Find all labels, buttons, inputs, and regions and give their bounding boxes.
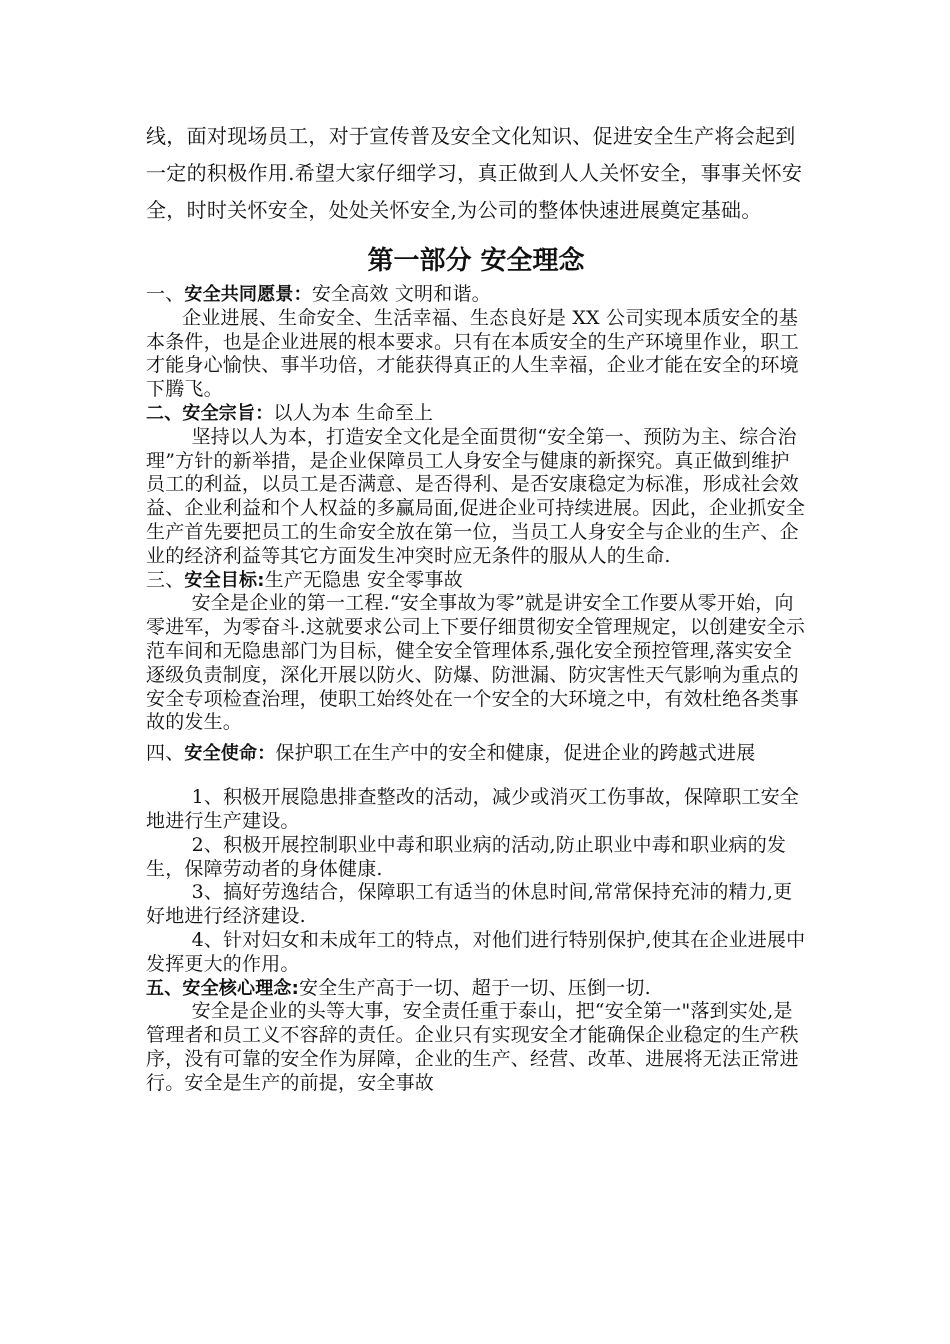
vision-line xyxy=(146,283,806,307)
purpose-line xyxy=(146,402,806,426)
section-title: 第一部分 安全理念 xyxy=(367,246,585,276)
vision-heading: 安全共同愿景： xyxy=(184,284,312,305)
document-page xyxy=(146,118,806,1096)
vision-number: 一、 xyxy=(146,283,185,305)
mission-item-4: 4、针对妇女和未成年工的特点，对他们进行特别保护,使其在企业进展中发挥更大的作用。 xyxy=(146,928,806,975)
core-paragraph: 安全是企业的头等大事，安全责任重于泰山，把“安全第一"落到实处,是管理者和员工义不容辞的责任。企业只有实现安全才能确保企业稳定的生产秩序，没有可靠的安全作为屏障，企业的生产、经营、改革、进展将无法正常进行。安全是生产的前提，安全事故 xyxy=(146,1000,799,1094)
mission-item-1: 1、积极开展隐患排查整改的活动，减少或消灭工伤事故，保障职工安全地进行生产建设。 xyxy=(146,786,800,832)
goal-paragraph: 安全是企业的第一工程.“安全事故为零”就是讲安全工作要从零开始，向零进军，为零奋斗.这就要求公司上下要仔细贯彻安全管理规定，以创建安全示范车间和无隐患部门为目标，健全安全管理体系,强化安全预控管理,落实安全逐级负责制度，深化开展以防火、防爆、防泄漏、防灾害性天气影响为重点的安全专项检查治理，使职工始终处在一个安全的大环境之中，有效杜绝各类事故的发生。 xyxy=(146,592,806,734)
core-value: 安全生产高于一切、超于一切、压倒一切. xyxy=(299,976,651,999)
purpose-paragraph: 坚持以人为本，打造安全文化是全面贯彻“安全第一、预防为主、综合治理”方针的新举措，是企业保障员工人身安全与健康的新探究。真正做到维护员工的利益，以员工是否满意、是否得利、是否安康稳定为标准，形成社会效益、企业利益和个人权益的多赢局面,促进企业可持续进展。因此，企业抓安全生产首先要把员工的生命安全放在第一位，当员工人身安全与企业的生产、企业的经济利益等其它方面发生冲突时应无条件的服从人的生命. xyxy=(146,425,806,567)
core-heading: 五、安全核心理念: xyxy=(146,977,299,999)
goal-line xyxy=(146,569,806,593)
vision-paragraph: 企业进展、生命安全、生活幸福、生态良好是 XX 公司实现本质安全的基本条件，也是企业进展的根本要求。只有在本质安全的生产环境里作业，职工才能身心愉快、事半功倍，才能获得真正的人生幸福，企业才能在安全的环境下腾飞。 xyxy=(146,306,799,401)
mission-value: 保护职工在生产中的安全和健康，促进企业的跨越式进展 xyxy=(275,742,756,765)
mission-heading: 安全使命： xyxy=(184,743,276,765)
goal-heading: 安全目标: xyxy=(184,569,265,591)
purpose-heading: 二、安全宗旨： xyxy=(146,402,274,424)
goal-number: 三、 xyxy=(146,568,185,591)
intro-paragraph: 线，面对现场员工，对于宣传普及安全文化知识、促进安全生产将会起到一定的积极作用.希望大家仔细学习，真正做到人人关怀安全，事事关怀安全，时时关怀安全，处处关怀安全,为公司的整体快速进展奠定基础。 xyxy=(146,124,803,222)
mission-item-2: 2、积极开展控制职业中毒和职业病的活动,防止职业中毒和职业病的发生，保障劳动者的身体健康. xyxy=(146,833,787,880)
vision-value: 安全高效 文明和谐。 xyxy=(311,283,491,305)
body-section xyxy=(146,283,806,1096)
purpose-value: 以人为本 生命至上 xyxy=(273,401,434,424)
intro-section xyxy=(146,118,806,229)
mission-item-3: 3、搞好劳逸结合，保障职工有适当的休息时间,常常保持充沛的精力,更好地进行经济建设. xyxy=(146,881,793,928)
goal-value: 生产无隐患 安全零事故 xyxy=(264,568,463,591)
mission-number: 四、 xyxy=(146,742,185,765)
core-line xyxy=(146,977,806,1001)
mission-line xyxy=(146,735,806,772)
